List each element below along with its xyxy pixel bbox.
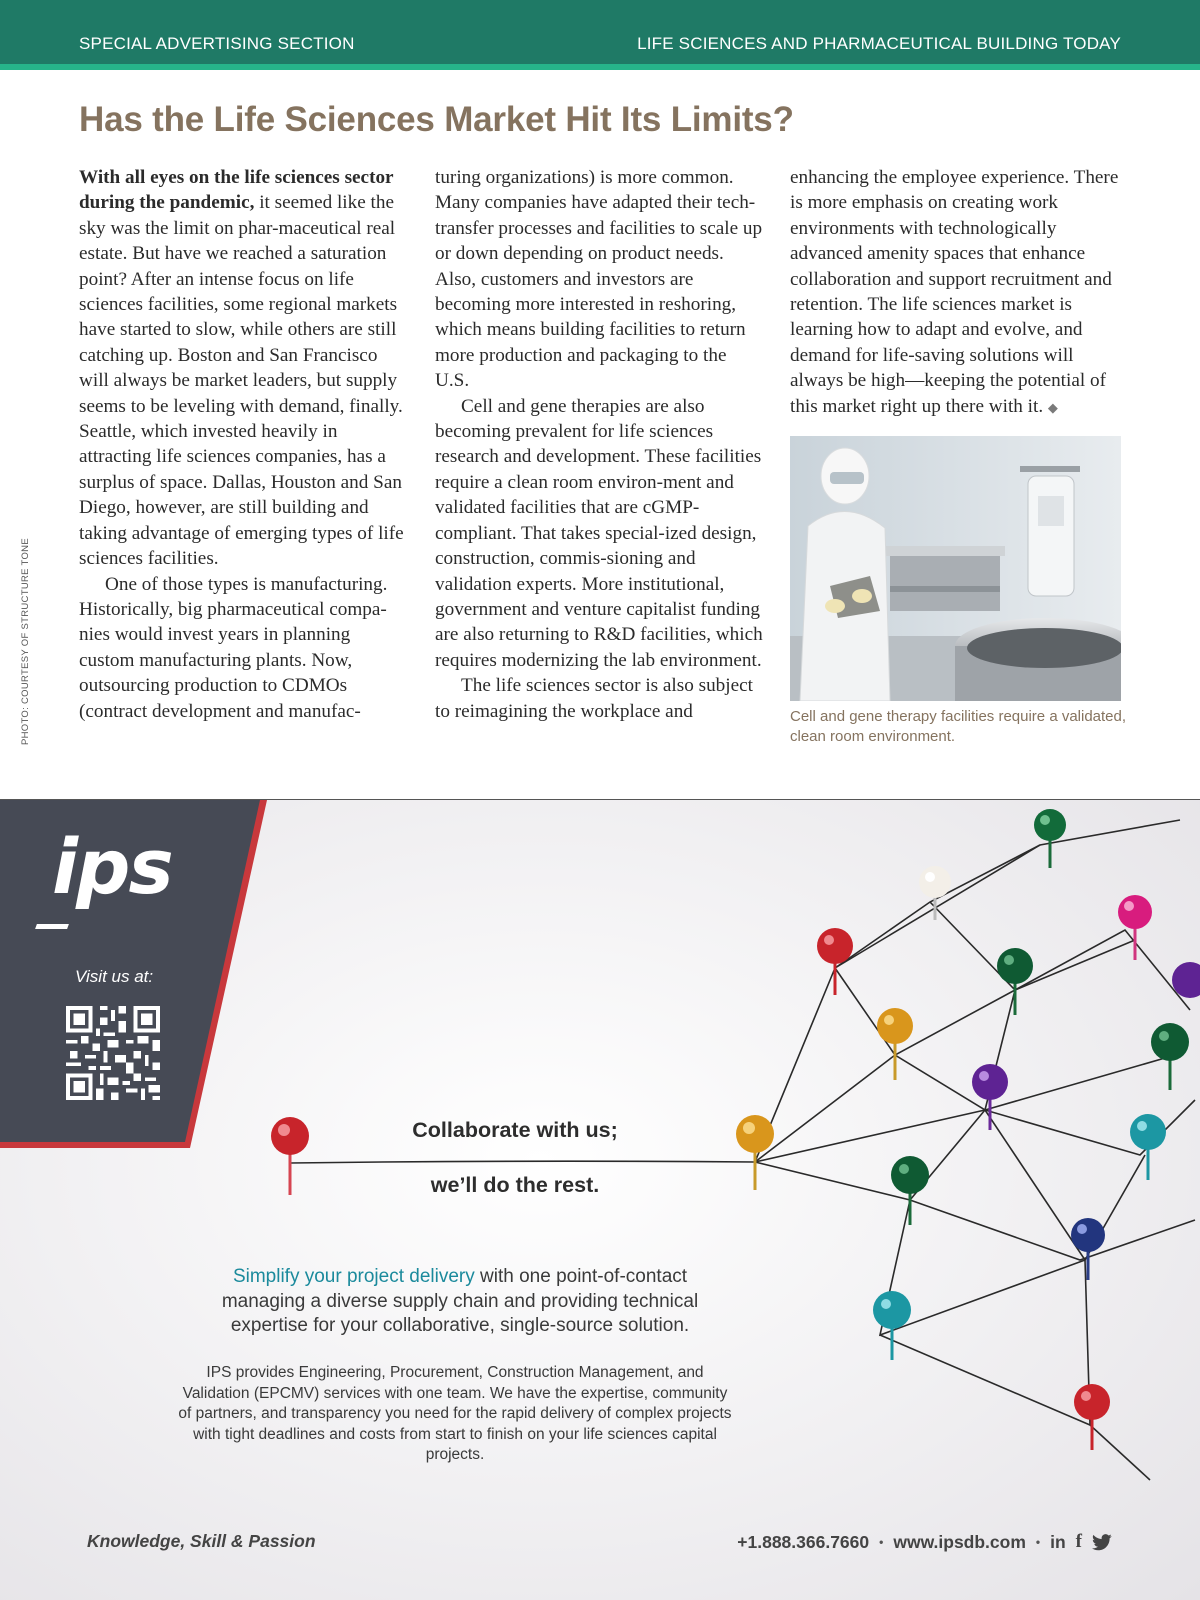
- section-label: SPECIAL ADVERTISING SECTION: [79, 34, 355, 53]
- ips-logo[interactable]: ips: [52, 822, 172, 911]
- phone-number[interactable]: +1.888.366.7660: [737, 1531, 870, 1552]
- page-header: [0, 0, 1200, 64]
- qr-code-icon[interactable]: [66, 1006, 160, 1100]
- photo-credit: PHOTO: COURTESY OF STRUCTURE TONE: [20, 538, 31, 745]
- end-mark-icon: ◆: [1047, 399, 1058, 415]
- article-paragraph-4-continued: [790, 165, 1120, 420]
- facebook-icon[interactable]: f: [1075, 1531, 1082, 1552]
- separator: •: [879, 1535, 884, 1549]
- article-lead: With all eyes on the life sciences sector during the pandemic,: [79, 167, 394, 214]
- clean-room-photo: [790, 436, 1121, 701]
- website-link[interactable]: www.ipsdb.com: [893, 1531, 1026, 1552]
- article-title: Has the Life Sciences Market Hit Its Limits?: [79, 100, 794, 139]
- ips-advertisement: [0, 799, 1200, 1600]
- logo-underline: [35, 924, 69, 929]
- header-stripe: [0, 64, 1200, 70]
- tagline-line-1: Collaborate with us;: [412, 1118, 618, 1142]
- tagline-line-2: we’ll do the rest.: [430, 1173, 600, 1197]
- article-paragraph-1: [79, 165, 409, 572]
- services-description: IPS provides Engineering, Procurement, Construction Management, and Validation (EPCMV) services with one team. We have the expertise, community of partners, and transparency you need for the rapid delivery of complex projects with tight deadlines and costs from start to finish on your life sciences capital projects.: [178, 1364, 732, 1463]
- article-paragraph-2-continued: turing organizations) is more common. Many companies have adapted their tech-transfer processes and facilities to scale up or down depending on product needs. Also, customers and investors are becoming more interested in reshoring, which means building facilities to return more production and packaging to the U.S.: [435, 167, 763, 392]
- simplify-statement: [190, 1265, 730, 1339]
- article-paragraph-1-text: it seemed like the sky was the limit on phar-maceutical real estate. But have we reached a saturation point? After an intense focus on life sciences facilities, some regional markets have started to slow, while others are still catching up. Boston and San Francisco will always be market leaders, but supply seems to be leveling with demand, finally. Seattle, which invested heavily in attracting life sciences companies, has a surplus of space. Dallas, Houston and San Diego, however, are still building and taking advantage of emerging types of life sciences facilities.: [79, 192, 404, 570]
- article-paragraph-3: Cell and gene therapies are also becoming prevalent for life sciences research and development. These facilities require a clean room environ-ment and validated facilities that are cGMP-compliant. That takes special-ized design, construction, commis-sioning and validation experts. More institutional, government and venture capitalist funding are also returning to R&D facilities, which requires modernizing the lab environment.: [435, 395, 763, 671]
- linkedin-icon[interactable]: in: [1050, 1531, 1066, 1552]
- twitter-icon[interactable]: [1092, 1534, 1112, 1551]
- article-column-1: [79, 165, 409, 724]
- contact-bar: [737, 1531, 1112, 1553]
- visit-label: Visit us at:: [75, 967, 154, 986]
- article-paragraph-2: One of those types is manufacturing. Historically, big pharmaceutical compa-nies would invest years in planning custom manufacturing plants. Now, outsourcing production to CDMOs (contract development and manufac-: [79, 573, 388, 722]
- article-paragraph-4-continued-text: enhancing the employee experience. There is more emphasis on creating work environments with technologically advanced amenity spaces that enhance collaboration and support recruitment and retention. The life sciences market is learning how to adapt and evolve, and demand for life-saving solutions will always be high—keeping the potential of this market right up there with it.: [790, 167, 1119, 417]
- article-column-2: [435, 165, 765, 724]
- slogan: Knowledge, Skill & Passion: [87, 1531, 316, 1551]
- simplify-text: with one point-of-contact managing a diverse supply chain and providing technical expertise for your collaborative, single-source solution.: [221, 1266, 699, 1336]
- article-paragraph-4: The life sciences sector is also subject to reimagining the workplace and: [435, 675, 753, 722]
- article-column-3: [790, 165, 1120, 420]
- publication-title: LIFE SCIENCES AND PHARMACEUTICAL BUILDING TODAY: [637, 34, 1121, 53]
- simplify-highlight: Simplify your project delivery: [232, 1266, 475, 1287]
- photo-caption: Cell and gene therapy facilities require a validated, clean room environment.: [790, 708, 1127, 745]
- separator: •: [1035, 1535, 1041, 1549]
